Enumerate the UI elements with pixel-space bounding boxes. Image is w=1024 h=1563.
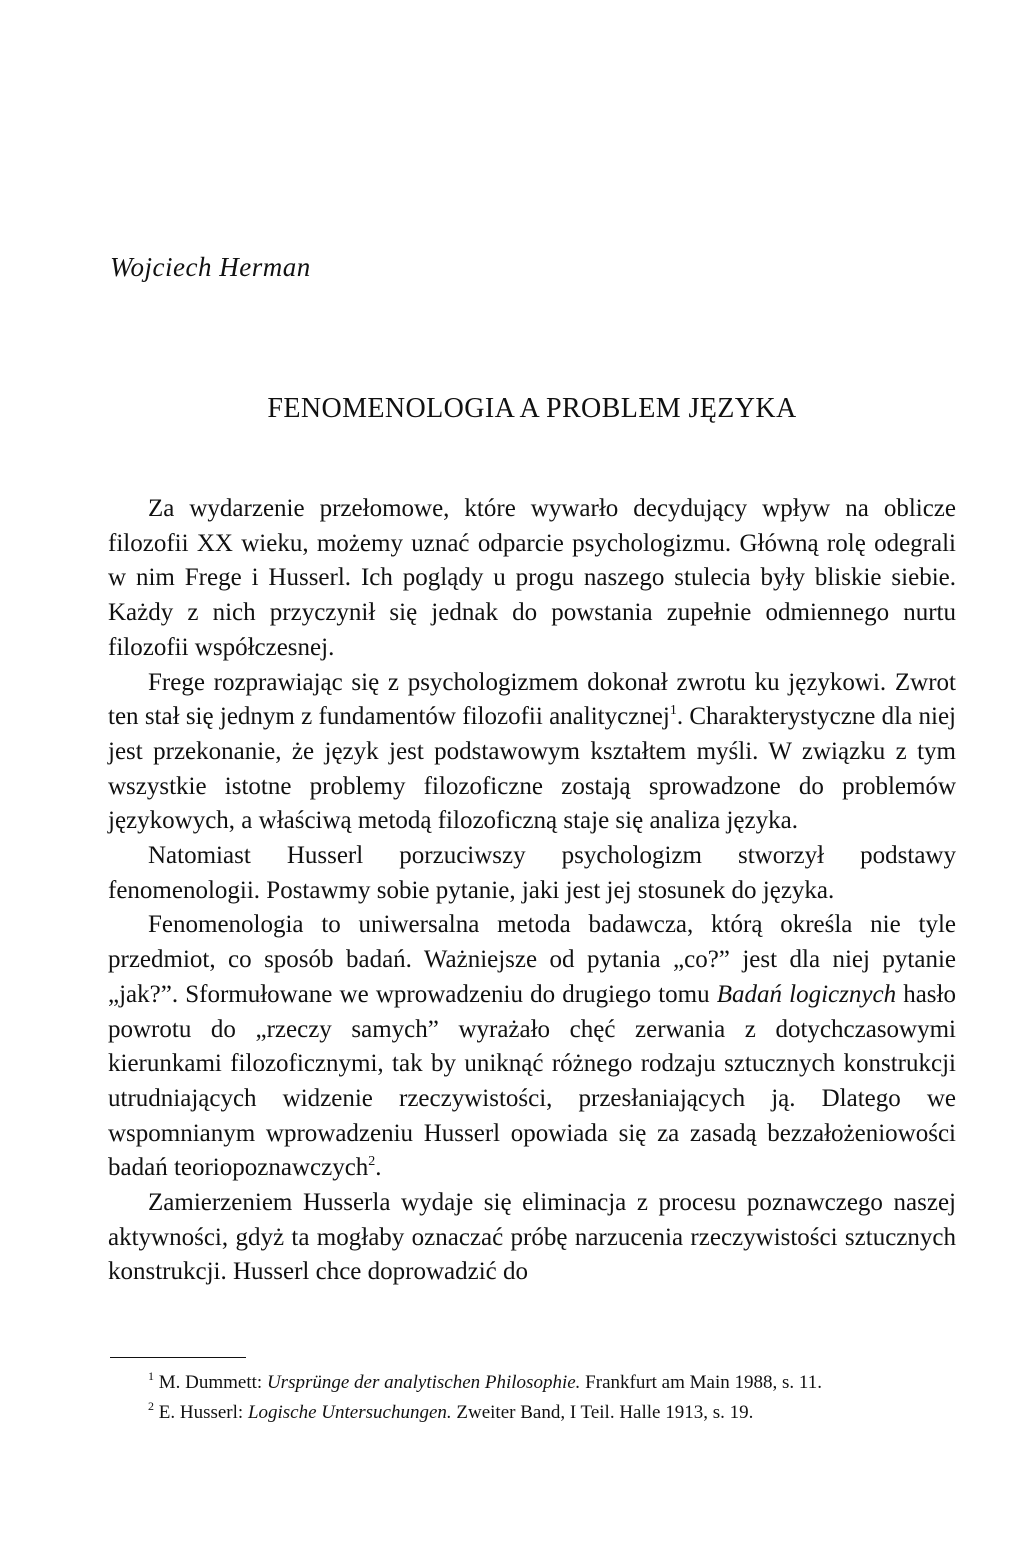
footnote-2-number: 2	[148, 1399, 154, 1413]
paragraph-2-text-b: . Charakterystyczne dla niej jest przekonanie, że język jest podstawowym kształtem myśli. W związku z tym wszystkie istotne problemy filozoficzne zostają sprowadzone do problemów językowych, a właściwą metodą filozoficzną staje się analiza języka.	[108, 703, 956, 835]
footnote-ref-2: 2	[368, 1154, 376, 1170]
footnote-divider	[110, 1357, 246, 1358]
footnote-ref-1: 1	[669, 703, 677, 719]
paragraph-1	[108, 492, 956, 666]
paragraph-4-text-b: hasło powrotu do „rzeczy samych” wyrażało chęć zerwania z dotychczasowymi kierunkami filozoficznymi, tak by uniknąć różnego rodzaju sztucznych konstrukcji utrudniających widzenie rzeczywistości, przesłaniających ją. Dlatego we wspomnianym wprowadzeniu Husserl opowiada się za zasadą bezzałożeniowości badań teoriopoznawczych	[108, 980, 956, 1182]
footnote-2-work: Logische Untersuchungen.	[247, 1402, 452, 1423]
footnotes	[108, 1370, 956, 1430]
paragraph-3-text: Natomiast Husserl porzuciwszy psychologizm stworzył podstawy fenomenologii. Postawmy sobie pytanie, jaki jest jej stosunek do języka.	[108, 842, 956, 904]
paragraph-1-text: Za wydarzenie przełomowe, które wywarło decydujący wpływ na oblicze filozofii XX wieku, możemy uznać odparcie psychologizmu. Główną rolę odegrali w nim Frege i Husserl. Ich poglądy u progu naszego stulecia były bliskie siebie. Każdy z nich przyczynił się jednak do powstania zupełnie odmiennego nurtu filozofii współczesnej.	[108, 495, 956, 661]
book-title-italic: Badań logicznych	[716, 980, 897, 1008]
paragraph-4	[108, 908, 956, 1186]
footnote-1-details: Frankfurt am Main 1988, s. 11.	[580, 1372, 822, 1393]
footnote-1-author: M. Dummett:	[158, 1372, 267, 1393]
paragraph-2-text-a: Frege rozprawiając się z psychologizmem dokonał zwrotu ku językowi. Zwrot ten stał się jednym z fundamentów filozofii analitycznej	[108, 668, 956, 731]
footnote-1-number: 1	[148, 1369, 154, 1383]
footnote-2-author: E. Husserl:	[158, 1402, 248, 1423]
paragraph-2	[108, 666, 956, 840]
paragraph-5	[108, 1186, 956, 1290]
article-body	[108, 492, 956, 1290]
author-name: Wojciech Herman	[110, 252, 311, 282]
footnote-2-details: Zweiter Band, I Teil. Halle 1913, s. 19.	[451, 1402, 754, 1423]
paragraph-5-text: Zamierzeniem Husserla wydaje się eliminacja z procesu poznawczego naszej aktywności, gdyż ta mogłaby oznaczać próbę narzucenia rzeczywistości sztucznych konstrukcji. Husserl chce doprowadzić do	[108, 1189, 956, 1286]
article-title: FENOMENOLOGIA A PROBLEM JĘZYKA	[267, 393, 797, 424]
footnote-1	[108, 1370, 956, 1396]
paragraph-3	[108, 839, 956, 908]
footnote-1-work: Ursprünge der analytischen Philosophie.	[266, 1372, 581, 1393]
footnote-2	[108, 1400, 956, 1426]
paragraph-4-text-c: .	[375, 1154, 382, 1182]
paragraph-4-text-a: Fenomenologia to uniwersalna metoda badawcza, którą określa nie tyle przedmiot, co sposób badań. Ważniejsze od pytania „co?” jest dla niej pytanie „jak?”. Sformułowane we wprowadzeniu do drugiego tomu	[108, 911, 956, 1008]
